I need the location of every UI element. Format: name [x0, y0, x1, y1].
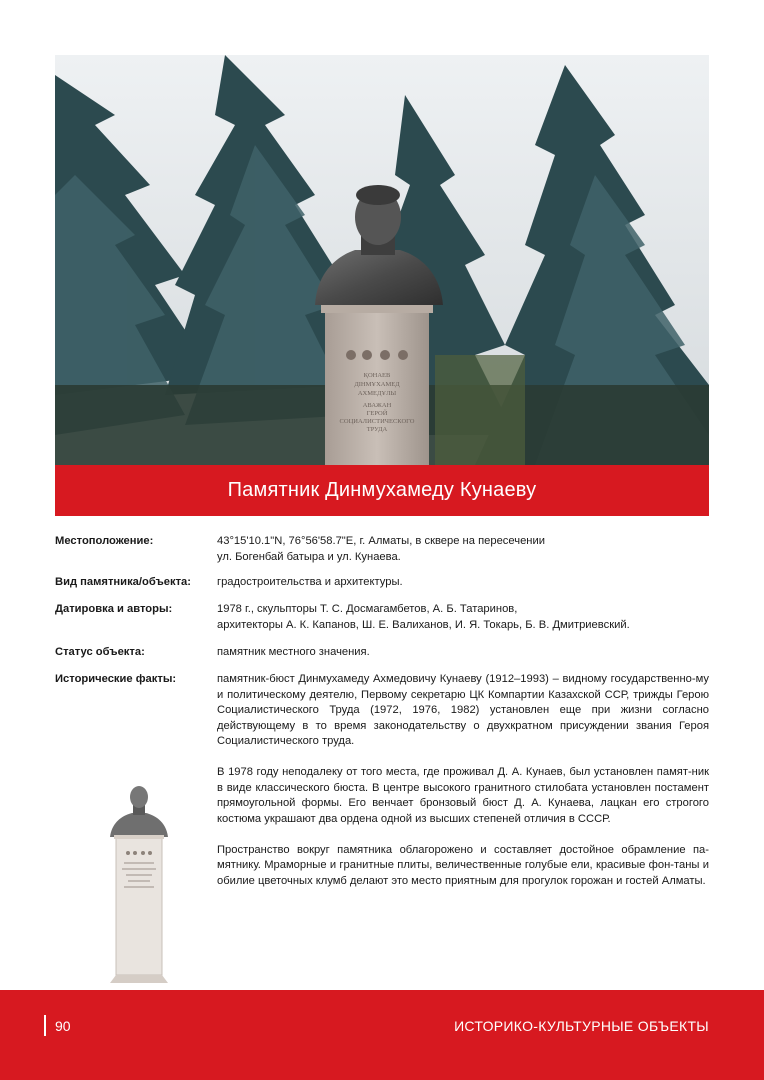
- page-title: Памятник Динмухамеду Кунаеву: [227, 479, 537, 501]
- plaque-line: ҚОНАЕВ: [363, 372, 391, 379]
- field-value-line: градостроительства и архитектуры.: [217, 576, 403, 588]
- bust-illustration-drawing: [104, 785, 174, 983]
- historical-text: [217, 672, 709, 889]
- field-value: [217, 645, 709, 661]
- title-bar: [55, 465, 709, 516]
- plaque-line: ТРУДА: [366, 426, 388, 433]
- field-value-line: памятник местного значения.: [217, 646, 370, 658]
- bust-illustration: [104, 785, 174, 983]
- monument-photo-drawing: [55, 55, 709, 465]
- plaque-line: СОЦИАЛИСТИЧЕСКОГО: [339, 418, 415, 425]
- footer-divider: [44, 1015, 46, 1036]
- field-value: [217, 575, 709, 591]
- plaque-line: АВАЖАН: [362, 402, 392, 409]
- monument-photo: [55, 55, 709, 465]
- plaque-line: АХМЕДҰЛЫ: [357, 390, 397, 397]
- historical-paragraph: памятник-бюст Динмухамеду Ахмедовичу Кунаеву (1912–1993) – видному государственно-му и политическому деятелю, Первому секретарю ЦК Компартии Казахской ССР, трижды Герою Социалистического Труда (1972, 1976, 1982) установлен еще при жизни согласно действующему в то время законодательству о двухкратном присуждении звания Героя Социалистического труда.: [217, 673, 709, 747]
- field-value-line: архитекторы А. К. Капанов, Ш. Е. Валиханов, И. Я. Токарь, Б. В. Дмитриевский.: [217, 618, 630, 631]
- field-label: Вид памятника/объекта:: [55, 576, 191, 588]
- field-label: Исторические факты:: [55, 673, 177, 685]
- historical-paragraph: В 1978 году неподалеку от того места, где проживал Д. А. Кунаев, был установлен памят-ник в виде классического бюста. В центре высокого гранитного стилобата установлен постамент прямоугольной формы. Его венчает бронзовый бюст Д. А. Кунаева, лацкан его строгого костюма украшают два ордена одной из высших степеней отличия в СССР.: [217, 766, 709, 825]
- field-label: Статус объекта:: [55, 646, 145, 658]
- field-value-line: ул. Богенбай батыра и ул. Кунаева.: [217, 550, 401, 563]
- field-value: [217, 534, 709, 565]
- plaque-line: ГЕРОЙ: [366, 410, 388, 417]
- plaque-line: ДІНМҰХАМЕД: [354, 381, 400, 388]
- field-label: Местоположение:: [55, 535, 154, 547]
- field-value-line: 1978 г., скульпторы Т. С. Досмагамбетов, А. Б. Татаринов,: [217, 603, 518, 615]
- field-label: Датировка и авторы:: [55, 603, 173, 615]
- field-value: [217, 602, 709, 633]
- footer: [0, 990, 764, 1080]
- section-title: ИСТОРИКО-КУЛЬТУРНЫЕ ОБЪЕКТЫ: [454, 1018, 709, 1034]
- field-value-line: 43°15'10.1"N, 76°56'58.7"E, г. Алматы, в сквере на пересечении: [217, 535, 545, 547]
- historical-paragraph: Пространство вокруг памятника облагорожено и составляет достойное обрамление па-мятнику. Мраморные и гранитные плиты, величественные голубые ели, красивые фон-таны и обилие цветочных клумб делают это место приятным для прогулок горожан и гостей Алматы.: [217, 843, 709, 887]
- page-number: 90: [55, 1018, 71, 1034]
